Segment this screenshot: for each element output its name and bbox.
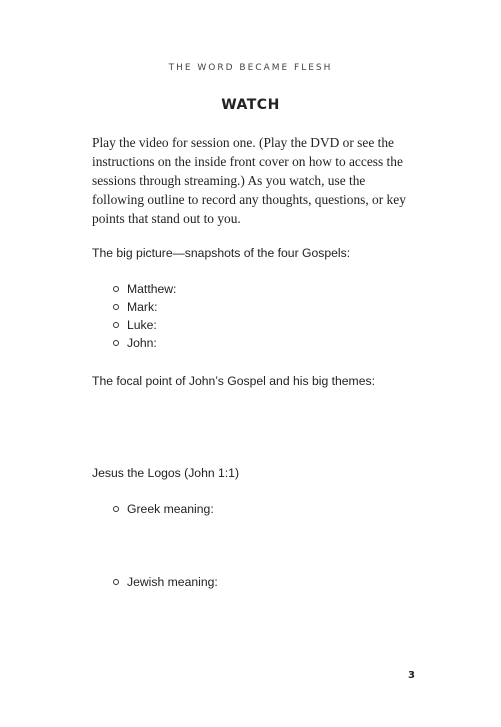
list-item-jewish-meaning [113, 573, 218, 591]
jewish-meaning-list [113, 573, 218, 591]
list-item-label: Luke: [127, 318, 157, 332]
section-title: WATCH [221, 97, 280, 113]
gospels-list [113, 280, 176, 352]
list-item-label: Greek meaning: [127, 502, 214, 516]
list-item-matthew [113, 280, 176, 298]
hollow-circle-bullet-icon [113, 322, 119, 328]
list-item-label: Jewish meaning: [127, 575, 218, 589]
prompt-big-picture: The big picture—snapshots of the four Gospels: [92, 246, 351, 260]
hollow-circle-bullet-icon [113, 304, 119, 310]
hollow-circle-bullet-icon [113, 286, 119, 292]
list-item-mark [113, 298, 176, 316]
prompt-logos: Jesus the Logos (John 1:1) [92, 466, 240, 480]
hollow-circle-bullet-icon [113, 506, 119, 512]
page-number: 3 [408, 670, 415, 681]
hollow-circle-bullet-icon [113, 340, 119, 346]
intro-paragraph: Play the video for session one. (Play the DVD or see the instructions on the inside front cover on how to access the sessions through streaming.) As you watch, use the following outline to record any thoughts, questions, or key points that stand out to you. [92, 135, 406, 226]
greek-meaning-list [113, 500, 214, 518]
list-item-label: Matthew: [127, 282, 177, 296]
list-item-label: Mark: [127, 300, 158, 314]
list-item-luke [113, 316, 176, 334]
list-item-label: John: [127, 336, 157, 350]
list-item-greek-meaning [113, 500, 214, 518]
hollow-circle-bullet-icon [113, 579, 119, 585]
list-item-john [113, 334, 176, 352]
prompt-focal-point: The focal point of John’s Gospel and his big themes: [92, 374, 375, 388]
running-head: THE WORD BECAME FLESH [168, 63, 333, 73]
